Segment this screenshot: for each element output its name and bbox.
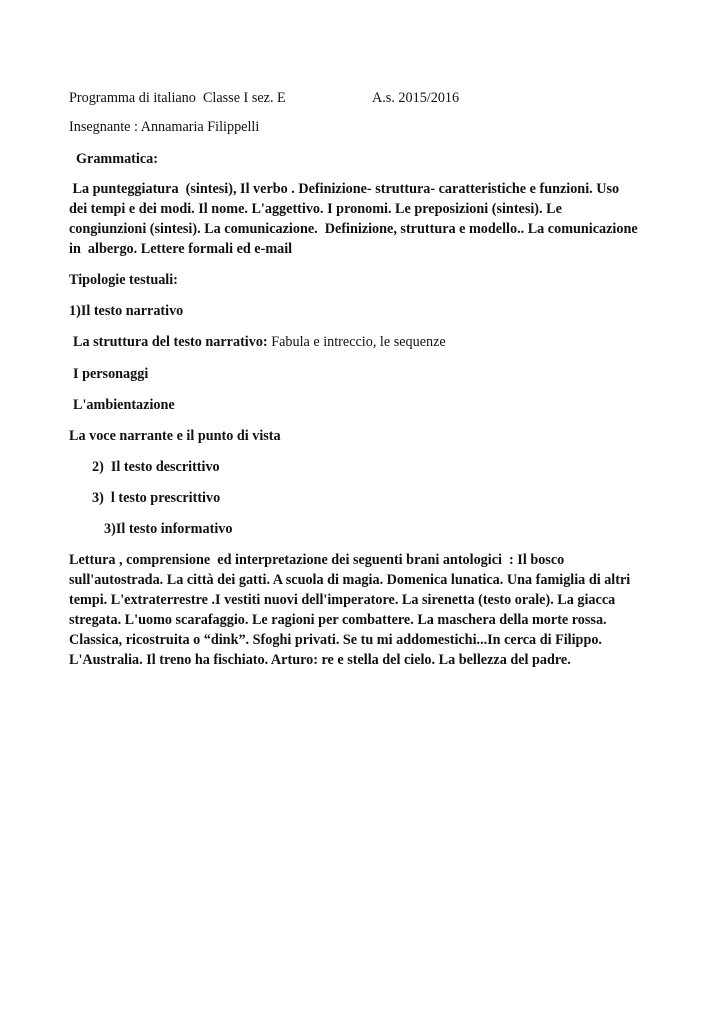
grammatica-line-2: dei tempi e dei modi. Il nome. L'aggettivo. I pronomi. Le preposizioni (sintesi). Le bbox=[69, 201, 562, 217]
testo-informativo: 3)Il testo informativo bbox=[104, 521, 233, 537]
lettura-line-5: Classica, ricostruita o “dink”. Sfoghi privati. Se tu mi addomestichi...In cerca di Filippo. bbox=[69, 632, 602, 648]
struttura-line bbox=[73, 332, 446, 352]
grammatica-line-4: in albergo. Lettere formali ed e-mail bbox=[69, 241, 293, 257]
personaggi: I personaggi bbox=[73, 366, 149, 382]
ambientazione: L'ambientazione bbox=[73, 397, 175, 413]
voce-narrante: La voce narrante e il punto di vista bbox=[69, 428, 281, 444]
grammatica-line-3: congiunzioni (sintesi). La comunicazione. Definizione, struttura e modello.. La comunicazione bbox=[69, 221, 638, 237]
testo-descrittivo: 2) Il testo descrittivo bbox=[92, 459, 220, 475]
grammatica-line-1: La punteggiatura (sintesi), Il verbo . Definizione- struttura- caratteristiche e funzioni. Uso bbox=[69, 181, 620, 197]
school-year: A.s. 2015/2016 bbox=[372, 90, 460, 106]
lettura-line-1: Lettura , comprensione ed interpretazione dei seguenti brani antologici : Il bosco bbox=[69, 552, 565, 568]
lettura-line-4: stregata. L'uomo scarafaggio. Le ragioni per combattere. La maschera della morte rossa. bbox=[69, 612, 607, 628]
struttura-text: Fabula e intreccio, le sequenze bbox=[267, 334, 446, 350]
grammatica-heading: Grammatica: bbox=[76, 151, 158, 167]
lettura-line-2: sull'autostrada. La città dei gatti. A scuola di magia. Domenica lunatica. Una famiglia di altri bbox=[69, 572, 631, 588]
lettura-line-6: L'Australia. Il treno ha fischiato. Arturo: re e stella del cielo. La bellezza del padre. bbox=[69, 652, 571, 668]
teacher-name: Insegnante : Annamaria Filippelli bbox=[69, 119, 260, 135]
struttura-label: La struttura del testo narrativo: bbox=[73, 334, 268, 350]
testo-narrativo: 1)Il testo narrativo bbox=[69, 303, 184, 319]
tipologie-heading: Tipologie testuali: bbox=[69, 272, 178, 288]
testo-prescrittivo: 3) l testo prescrittivo bbox=[92, 490, 221, 506]
lettura-line-3: tempi. L'extraterrestre .I vestiti nuovi dell'imperatore. La sirenetta (testo orale). La giacca bbox=[69, 592, 616, 608]
programma-title: Programma di italiano Classe I sez. E bbox=[69, 90, 286, 106]
